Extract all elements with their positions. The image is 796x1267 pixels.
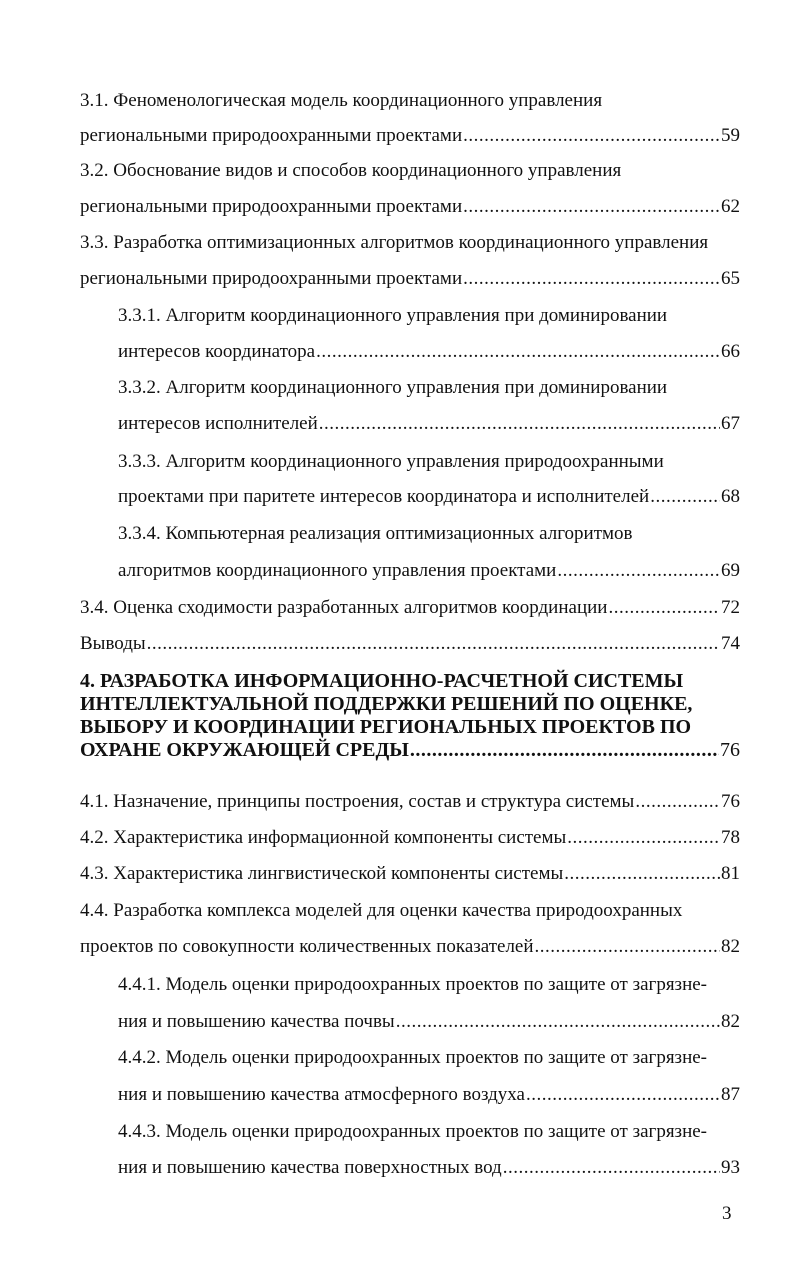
page-ref: 68 <box>721 486 740 507</box>
page-ref: 59 <box>721 125 740 146</box>
dot-leader <box>608 597 720 619</box>
dot-leader <box>463 268 720 290</box>
toc-entry-4-4-2-line2: ния и повышению качества атмосферного воздуха ..... 87 <box>118 1084 740 1106</box>
dot-leader <box>535 936 720 958</box>
toc-entry-4-4-2-line1: 4.4.2. Модель оценки природоохранных проектов по защите от загрязне- <box>118 1047 707 1068</box>
toc-entry-4-4-line2: проектов по совокупности количественных показателей ..... 82 <box>80 936 740 958</box>
dot-leader <box>316 341 720 363</box>
dot-leader <box>147 633 720 655</box>
toc-entry-3-1-line1: 3.1. Феноменологическая модель координационного управления <box>80 90 603 111</box>
dot-leader <box>463 125 720 147</box>
page-ref: 76 <box>720 739 740 761</box>
toc-entry-3-3-line2: региональными природоохранными проектами ..... 65 <box>80 268 740 290</box>
toc-entry-4-4-3-line2: ния и повышению качества поверхностных вод ..... 93 <box>118 1157 740 1179</box>
toc-entry-4-1: 4.1. Назначение, принципы построения, состав и структура системы ..... 76 <box>80 791 740 813</box>
toc-entry-3-3-2-line1: 3.3.2. Алгоритм координационного управления при доминировании <box>118 377 668 398</box>
page-ref: 62 <box>721 196 740 217</box>
dot-leader <box>319 413 720 435</box>
toc-entry-3-3-1-line2: интересов координатора ..... 66 <box>118 341 740 363</box>
chapter-4-line4: ОХРАНЕ ОКРУЖАЮЩЕЙ СРЕДЫ ..... 76 <box>80 739 740 762</box>
dot-leader <box>463 196 720 218</box>
chapter-4-line1: 4. РАЗРАБОТКА ИНФОРМАЦИОННО-РАСЧЕТНОЙ СИСТЕМЫ <box>80 670 684 692</box>
toc-entry-3-3-2-line2: интересов исполнителей ..... 67 <box>118 413 740 435</box>
toc-entry-3-1-line2: региональными природоохранными проектами ..... 59 <box>80 125 740 147</box>
toc-entry-3-3-4-line2: алгоритмов координационного управления проектами ..... 69 <box>118 560 740 582</box>
page-ref: 66 <box>721 341 740 362</box>
page-ref: 87 <box>721 1084 740 1105</box>
toc-entry-3-3-line1: 3.3. Разработка оптимизационных алгоритмов координационного управления <box>80 232 709 253</box>
toc-entry-3-3-3-line1: 3.3.3. Алгоритм координационного управления природоохранными <box>118 451 664 472</box>
dot-leader <box>410 739 719 762</box>
toc-entry-4-4-line1: 4.4. Разработка комплекса моделей для оценки качества природоохранных <box>80 900 683 921</box>
toc-chapter-4-heading <box>80 670 740 762</box>
dot-leader <box>650 486 720 508</box>
page-ref: 82 <box>721 936 740 957</box>
toc-entry-4-4-1-line2: ния и повышению качества почвы ..... 82 <box>118 1011 740 1033</box>
page-ref: 69 <box>721 560 740 581</box>
toc-entry-3-3-1-line1: 3.3.1. Алгоритм координационного управления при доминировании <box>118 305 668 326</box>
toc-entry-4-2: 4.2. Характеристика информационной компоненты системы ..... 78 <box>80 827 740 849</box>
page-ref: 65 <box>721 268 740 289</box>
chapter-4-line2: ИНТЕЛЛЕКТУАЛЬНОЙ ПОДДЕРЖКИ РЕШЕНИЙ ПО ОЦЕНКЕ, <box>80 693 693 715</box>
toc-entry-4-4-1-line1: 4.4.1. Модель оценки природоохранных проектов по защите от загрязне- <box>118 974 707 995</box>
dot-leader <box>557 560 720 582</box>
page-ref: 93 <box>721 1157 740 1178</box>
page-ref: 81 <box>721 863 740 884</box>
page-ref: 67 <box>721 413 740 434</box>
toc-entry-3-2-line1: 3.2. Обоснование видов и способов координационного управления <box>80 160 622 181</box>
toc-entry-3-2-line2: региональными природоохранными проектами ..... 62 <box>80 196 740 218</box>
page-ref: 82 <box>721 1011 740 1032</box>
page-ref: 74 <box>721 633 740 654</box>
dot-leader <box>564 863 720 885</box>
chapter-4-line3: ВЫБОРУ И КООРДИНАЦИИ РЕГИОНАЛЬНЫХ ПРОЕКТОВ ПО <box>80 716 692 738</box>
page-number: 3 <box>722 1203 732 1224</box>
page-ref: 72 <box>721 597 740 618</box>
dot-leader <box>635 791 720 813</box>
dot-leader <box>526 1084 720 1106</box>
toc-entry-4-4-3-line1: 4.4.3. Модель оценки природоохранных проектов по защите от загрязне- <box>118 1121 707 1142</box>
dot-leader <box>567 827 720 849</box>
toc-entry-4-3: 4.3. Характеристика лингвистической компоненты системы ..... 81 <box>80 863 740 885</box>
dot-leader <box>503 1157 720 1179</box>
page-ref: 78 <box>721 827 740 848</box>
dot-leader <box>396 1011 720 1033</box>
toc-entry-3-4: 3.4. Оценка сходимости разработанных алгоритмов координации ..... 72 <box>80 597 740 619</box>
toc-entry-conclusions: Выводы ..... 74 <box>80 633 740 655</box>
toc-entry-3-3-3-line2: проектами при паритете интересов координатора и исполнителей ..... 68 <box>118 486 740 508</box>
toc-entry-3-3-4-line1: 3.3.4. Компьютерная реализация оптимизационных алгоритмов <box>118 523 633 544</box>
page-ref: 76 <box>721 791 740 812</box>
